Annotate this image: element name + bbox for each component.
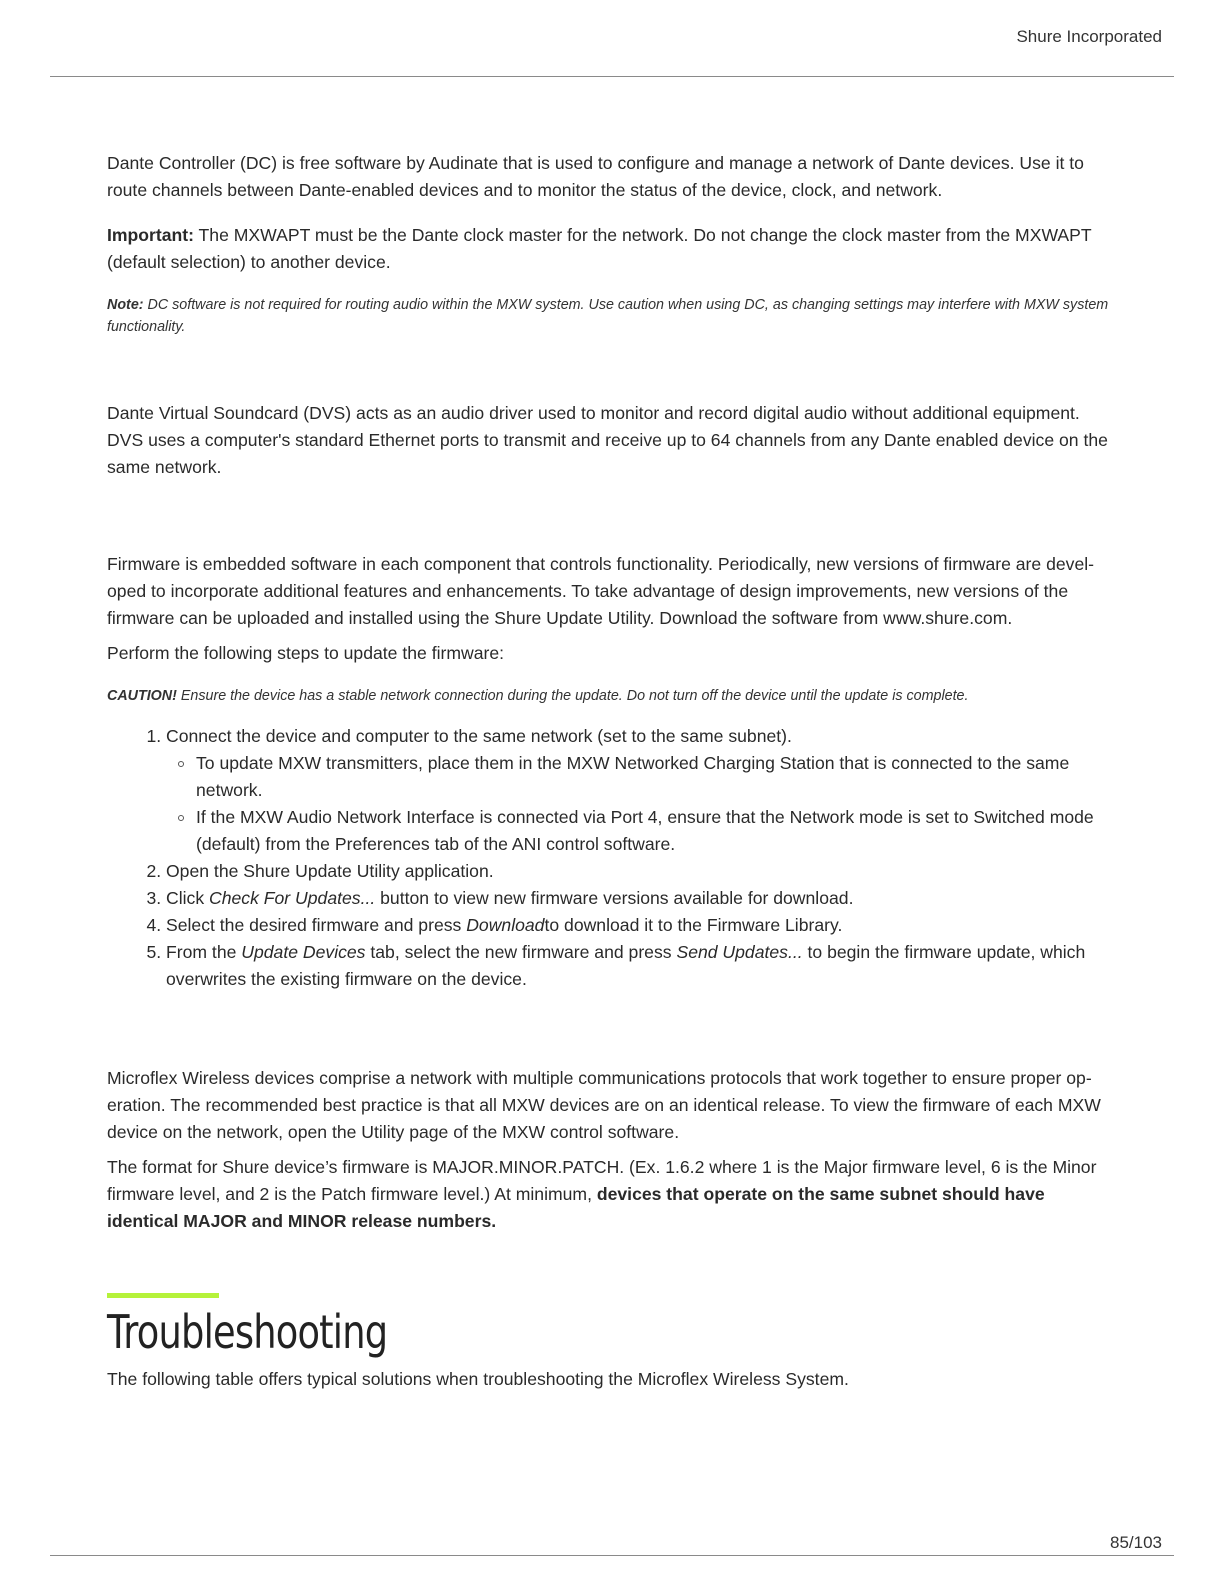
step-1-sublist [166,750,1119,858]
step-item [166,939,1119,993]
dante-controller-intro: Dante Controller (DC) is free software by Audinate that is used to configure and manage a network of Dante devices. Use it to route channels between Dante-enabled devices and to monitor the status of the device, clock, and network. [107,153,1084,200]
download-label: Download [466,915,545,935]
page-number: 85/103 [1110,1533,1162,1552]
dc-note [107,294,1119,338]
step-5-text: From the [166,942,242,962]
update-devices-label: Update Devices [241,942,366,962]
page-content [107,150,1119,1393]
release-paragraph-2 [107,1154,1119,1235]
step-item [166,885,1119,912]
step-5-text-end: to begin the firmware update, which overwrites the existing firmware on the device. [166,942,1086,989]
heading-accent-bar [107,1293,219,1298]
release-paragraph-1: Microflex Wireless devices comprise a network with multiple communications protocols that work together to ensure proper operation. The recommended best practice is that all MXW devices are on an identical release. To view the firmware of each MXW device on the network, open the Utility page of the MXW control software. [107,1068,1101,1142]
header-company: Shure Incorporated [1016,27,1162,46]
important-paragraph [107,222,1119,276]
step-3-text-end: button to view new firmware versions available for download. [375,888,854,908]
dvs-paragraph: Dante Virtual Soundcard (DVS) acts as an audio driver used to monitor and record digital audio without additional equipment. DVS uses a computer's standard Ethernet ports to transmit and receive up to 64 channels from any Dante enabled device on the same network. [107,403,1108,477]
check-for-updates-label: Check For Updates... [209,888,376,908]
release-text: The format for Shure device’s firmware is MAJOR.MINOR.PATCH. (Ex. 1.6.2 where 1 is the Major firmware level, 6 is the Minor firmware level, and 2 is the Patch firmware level.) At minimum, [107,1157,1097,1204]
step-item [166,723,1119,858]
send-updates-label: Send Updates... [676,942,803,962]
footer-divider [50,1555,1174,1556]
note-text: DC software is not required for routing audio within the MXW system. Use caution when using DC, as changing settings may interfere with MXW system functionality. [107,297,1109,335]
page-title: Troubleshooting [107,1305,388,1359]
firmware-intro: Firmware is embedded software in each component that controls functionality. Periodically, new versions of firmware are developed to incorporate additional features and enhancements. To take advantage of design improvements, new versions of the firmware can be uploaded and installed using the Shure Update Utility. Download the software from www.shure.com. [107,554,1094,628]
step-1-text: Connect the device and computer to the same network (set to the same subnet). [166,726,792,746]
troubleshooting-intro: The following table offers typical solutions when troubleshooting the Microflex Wireless System. [107,1369,849,1389]
step-item [166,912,1119,939]
firmware-steps-list [107,723,1119,993]
step-5-text-mid: tab, select the new firmware and press [365,942,677,962]
step-item [166,858,1119,885]
firmware-steps-intro: Perform the following steps to update the firmware: [107,643,505,663]
step-1-sub-item-2: If the MXW Audio Network Interface is connected via Port 4, ensure that the Network mode is set to Switched mode (default) from the Preferences tab of the ANI control software. [196,804,1119,858]
caution-text: Ensure the device has a stable network connection during the update. Do not turn off the device until the update is complete. [176,688,969,704]
step-4-text: Select the desired firmware and press [166,915,467,935]
firmware-caution [107,685,1119,707]
caution-label: CAUTION! [107,688,177,704]
note-label: Note: [107,297,144,313]
release-emphasis: devices that operate on the same subnet should have identical MAJOR and MINOR release numbers. [107,1184,1045,1231]
step-2-text: Open the Shure Update Utility application. [166,861,494,881]
header-divider [50,76,1174,77]
step-4-text-end: to download it to the Firmware Library. [544,915,843,935]
step-1-sub-item-1: To update MXW transmitters, place them in the MXW Networked Charging Station that is connected to the same network. [196,750,1119,804]
step-3-text: Click [166,888,210,908]
important-text: The MXWAPT must be the Dante clock master for the network. Do not change the clock master from the MXWAPT (default selection) to another device. [107,225,1092,272]
important-label: Important: [107,225,194,245]
